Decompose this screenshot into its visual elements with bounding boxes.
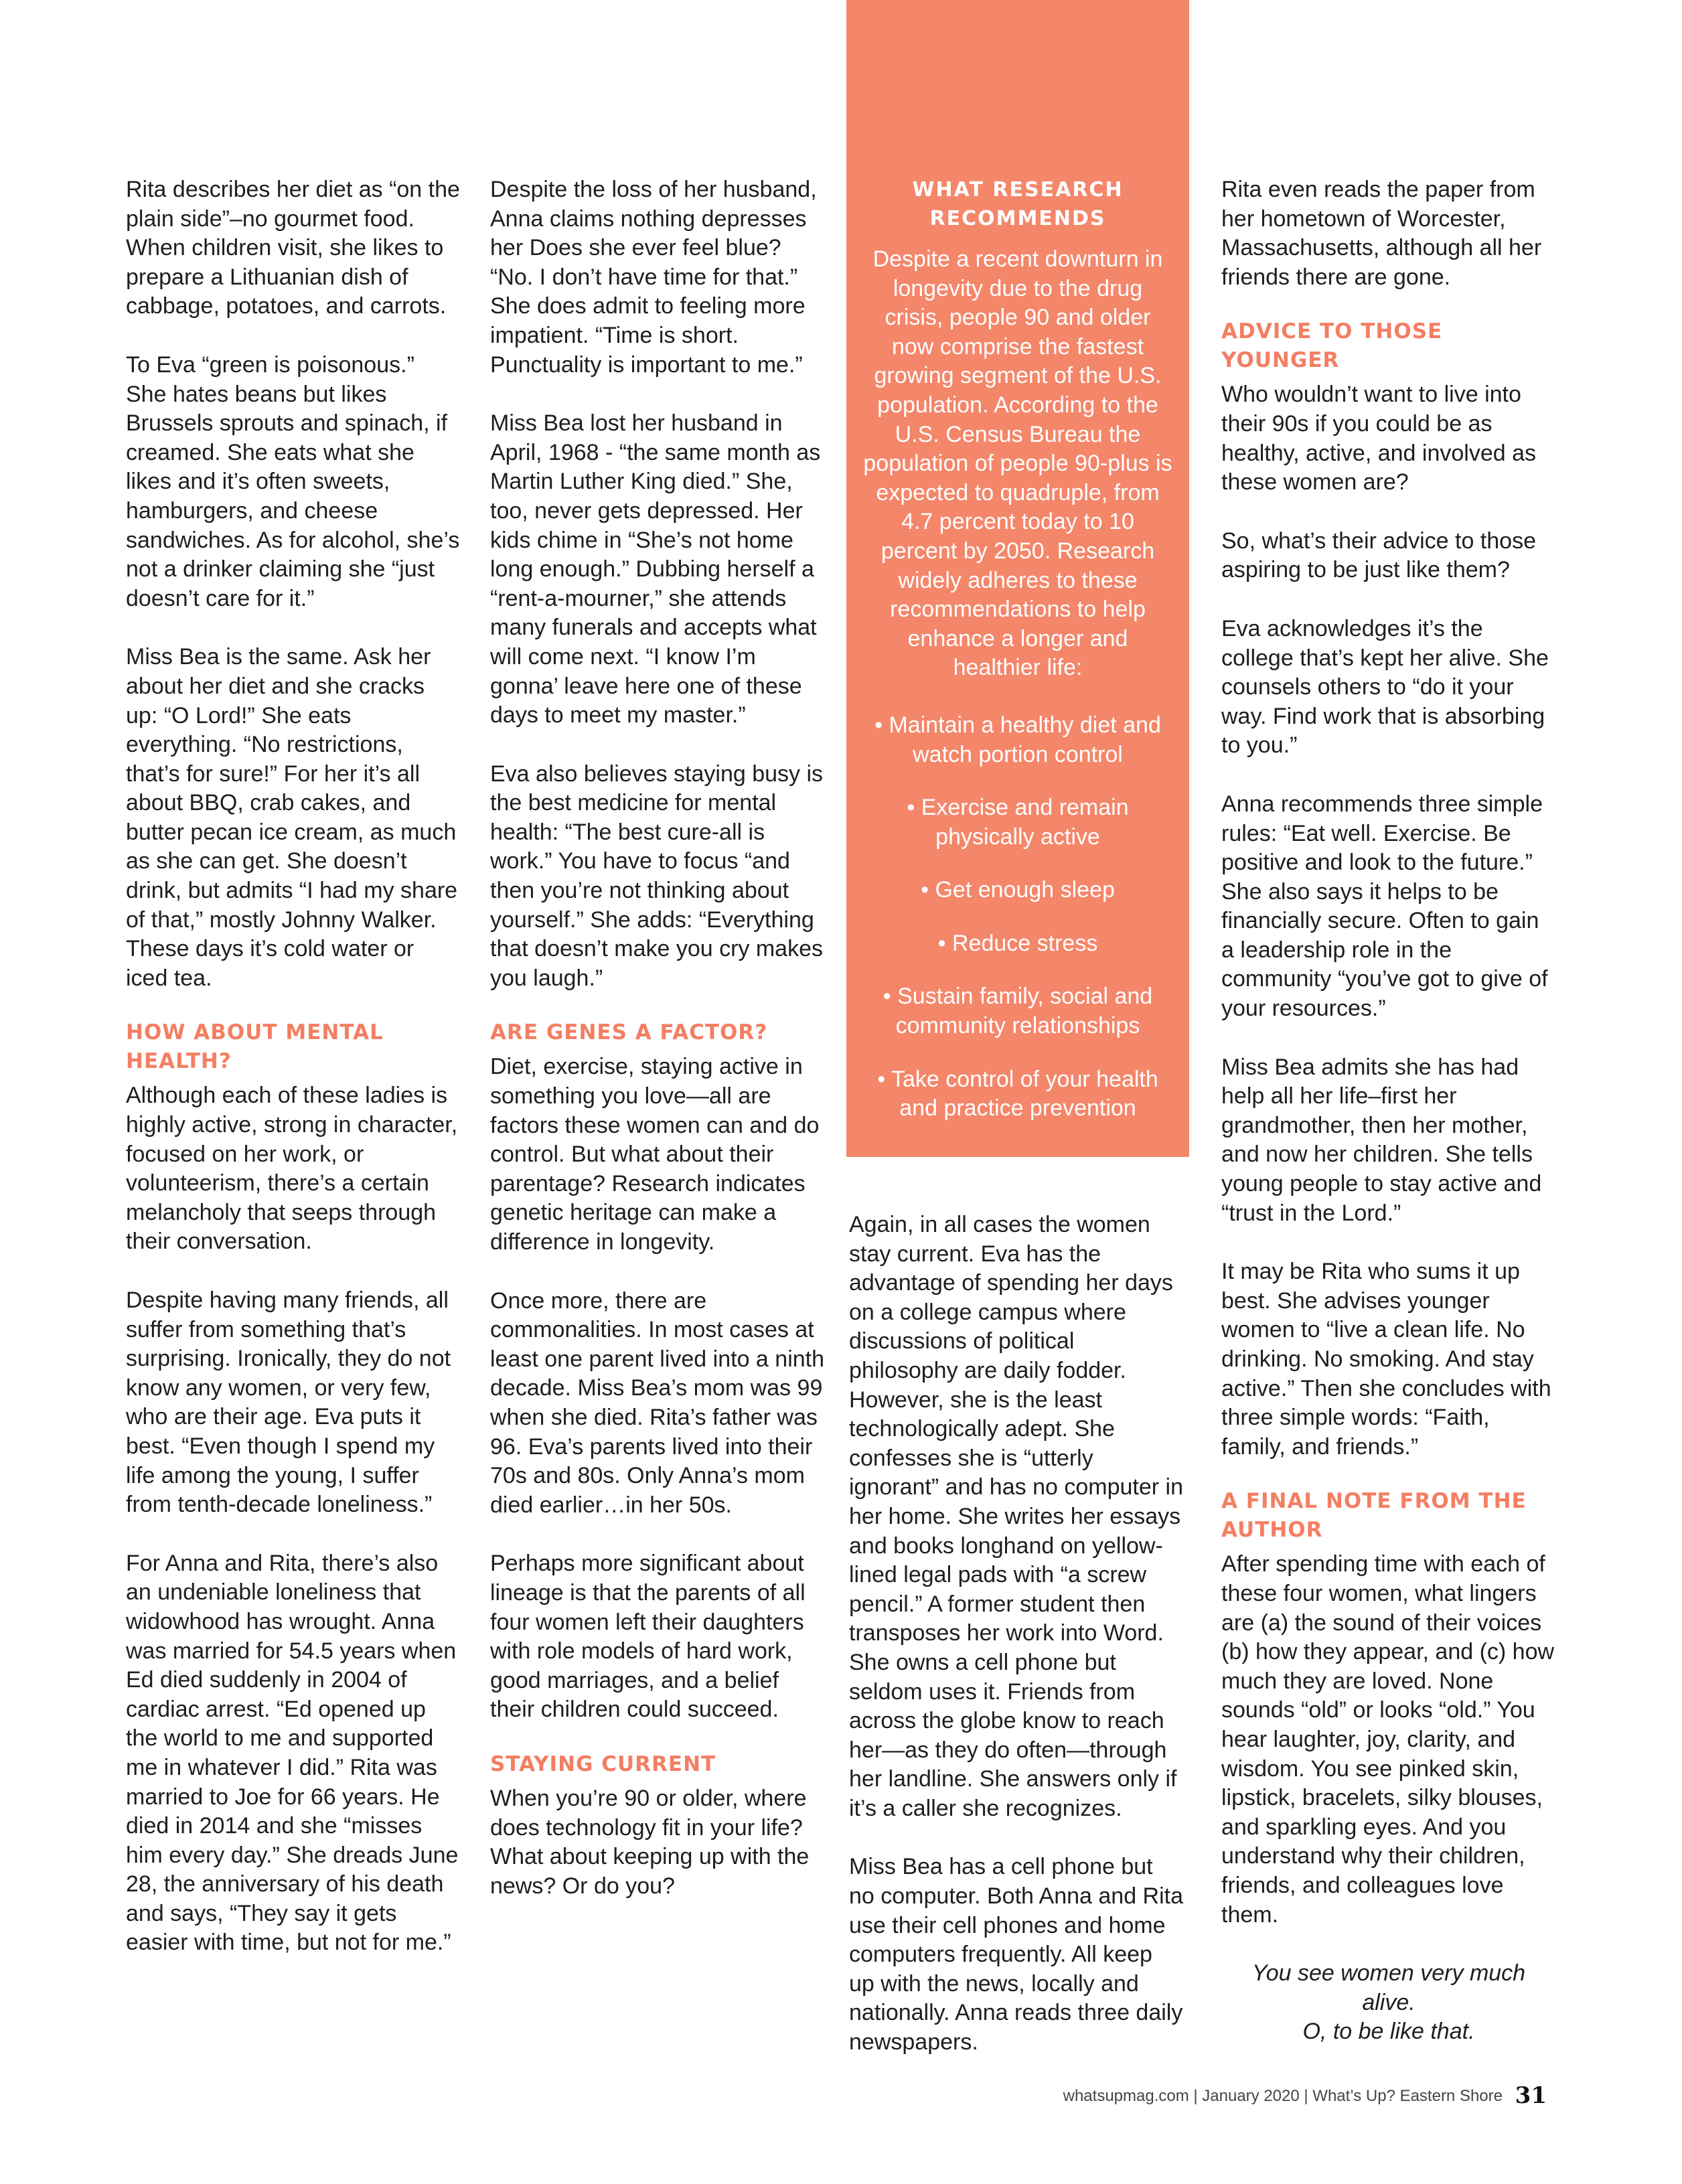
list-item: • Exercise and remain physically active <box>907 795 1129 850</box>
paragraph: Eva acknowledges it’s the college that’s kept her alive. She counsels others to “do it your way. Find work that is absorbing to you.” <box>1221 615 1549 759</box>
column-3 <box>849 1211 1184 2087</box>
paragraph: When you’re 90 or older, where does technology fit in your life? What about keeping up with the news? Or do you? <box>490 1785 810 1899</box>
recommendation-list <box>862 711 1173 1123</box>
footer-text: whatsupmag.com | January 2020 | What’s Up? Eastern Shore <box>1063 2087 1503 2105</box>
section-heading-mental-health: HOW ABOUT MENTAL HEALTH? <box>126 1020 384 1074</box>
paragraph: Miss Bea has a cell phone but no computer. Both Anna and Rita use their cell phones and home computers frequently. All keep up with the news, locally and nationally. Anna reads three daily newspapers. <box>849 1854 1184 2055</box>
sidebar-intro: Despite a recent downturn in longevity due to the drug crisis, people 90 and older now comprise the fastest growing segment of the U.S. population. According to the U.S. Census Bureau the population of people 90-plus is expected to quadruple, from 4.7 percent today to 10 percent by 2050. Research widely adheres to these recommendations to help enhance a longer and healthier life: <box>863 246 1172 681</box>
list-item: • Reduce stress <box>937 930 1098 956</box>
page-footer <box>1063 2082 1547 2109</box>
paragraph: So, what’s their advice to those aspiring to be just like them? <box>1221 528 1536 583</box>
paragraph: Miss Bea admits she has had help all her life–first her grandmother, then her mother, and now her children. She tells young people to stay active and “trust in the Lord.” <box>1221 1054 1542 1226</box>
list-item: • Take control of your health and practice prevention <box>877 1066 1158 1121</box>
paragraph: Rita describes her diet as “on the plain side”–no gourmet food. When children visit, she likes to prepare a Lithuanian dish of cabbage, potatoes, and carrots. <box>126 177 460 319</box>
paragraph: Despite the loss of her husband, Anna claims nothing depresses her Does she ever feel blue? “No. I don’t have time for that.” She does admit to feeling more impatient. “Time is short. Punctuality is important to me.” <box>490 177 817 378</box>
section-heading-advice: ADVICE TO THOSE YOUNGER <box>1221 319 1443 373</box>
closing-quote: You see women very much alive. O, to be like that. <box>1251 1960 1526 2045</box>
paragraph: Miss Bea lost her husband in April, 1968 - “the same month as Martin Luther King died.” She, too, never gets depressed. Her kids chime in “She’s not home long enough.” Dubbing herself a “rent-a-mourner,” she attends many funerals and accepts what will come next. “I know I’m gonna’ leave here one of these days to meet my master.” <box>490 410 821 728</box>
paragraph: Again, in all cases the women stay current. Eva has the advantage of spending her days on a college campus where discussions of political philosophy are daily fodder. However, she is the least technologically adept. She confesses she is “utterly ignorant” and has no computer in her home. She writes her essays and books longhand on yellow-lined legal pads with “a screw pencil.” A former student then transposes her work into Word. She owns a cell phone but seldom uses it. Friends from across the globe know to reach her—as they do often—through her landline. She answers only if it’s a caller she recognizes. <box>849 1212 1183 1821</box>
paragraph: For Anna and Rita, there’s also an undeniable loneliness that widowhood has wrought. Anna was married for 54.5 years when Ed died suddenly in 2004 of cardiac arrest. “Ed opened up the world to me and supported me in whatever I did.” Rita was married to Joe for 66 years. He died in 2014 and she “misses him every day.” She dreads June 28, the anniversary of his death and says, “They say it gets easier with time, but not for me.” <box>126 1550 459 1956</box>
list-item: • Maintain a healthy diet and watch portion control <box>874 712 1161 767</box>
paragraph: Diet, exercise, staying active in something you love—all are factors these women can and do control. But what about their parentage? Research indicates genetic heritage can make a difference in longevity. <box>490 1054 820 1255</box>
section-heading-staying-current: STAYING CURRENT <box>490 1751 716 1776</box>
column-1 <box>126 175 461 1987</box>
paragraph: It may be Rita who sums it up best. She advises younger women to “live a clean life. No drinking. No smoking. And stay active.” Then she concludes with three simple words: “Faith, family, and friends.” <box>1221 1259 1551 1460</box>
list-item: • Get enough sleep <box>921 877 1115 903</box>
paragraph: After spending time with each of these four women, what lingers are (a) the sound of their voices (b) how they appear, and (c) how much they are loved. None sounds “old” or looks “old.” You hear laughter, joy, clarity, and wisdom. You see pinked skin, lipstick, bracelets, silky blouses, and sparkling eyes. And you understand why their children, friends, and colleagues love them. <box>1221 1551 1555 1928</box>
sidebar-title: WHAT RESEARCH RECOMMENDS <box>912 178 1124 230</box>
paragraph: Rita even reads the paper from her hometown of Worcester, Massachusetts, although all her friends there are gone. <box>1221 177 1542 290</box>
column-2 <box>490 175 825 1930</box>
paragraph: Anna recommends three simple rules: “Eat well. Exercise. Be positive and look to the future.” She also says it helps to be financially secure. Often to gain a leadership role in the community “you’ve got to give of your resources.” <box>1221 791 1548 1022</box>
section-heading-genes: ARE GENES A FACTOR? <box>490 1020 768 1045</box>
paragraph: Once more, there are commonalities. In most cases at least one parent lived into a ninth decade. Miss Bea’s mom was 99 when she died. Rita’s father was 96. Eva’s parents lived into their 70s and 80s. Only Anna’s mom died earlier…in her 50s. <box>490 1288 825 1518</box>
paragraph: Miss Bea is the same. Ask her about her diet and she cracks up: “O Lord!” She eats everything. “No restrictions, that’s for sure!” For her it’s all about BBQ, crab cakes, and butter pecan ice cream, as much as she can get. She doesn’t drink, but admits “I had my share of that,” mostly Johnny Walker. These days it’s cold water or iced tea. <box>126 644 458 991</box>
research-sidebar <box>846 0 1189 1157</box>
paragraph: To Eva “green is poisonous.” She hates beans but likes Brussels sprouts and spinach, if creamed. She eats what she likes and it’s often sweets, hamburgers, and cheese sandwiches. As for alcohol, she’s not a drinker claiming she “just doesn’t care for it.” <box>126 352 460 611</box>
section-heading-final-note: A FINAL NOTE FROM THE AUTHOR <box>1221 1489 1527 1543</box>
list-item: • Sustain family, social and community relationships <box>883 984 1153 1039</box>
column-4 <box>1221 175 1556 2076</box>
paragraph: Eva also believes staying busy is the best medicine for mental health: “The best cure-all is work.” You have to focus “and then you’re not thinking about yourself.” She adds: “Everything that doesn’t make you cry makes you laugh.” <box>490 761 824 991</box>
paragraph: Although each of these ladies is highly active, strong in character, focused on her work, or volunteerism, there’s a certain melancholy that seeps through their conversation. <box>126 1083 458 1255</box>
paragraph: Who wouldn’t want to live into their 90s if you could be as healthy, active, and involved as these women are? <box>1221 382 1536 495</box>
paragraph: Despite having many friends, all suffer from something that’s surprising. Ironically, they do not know any women, or very few, who are their age. Eva puts it best. “Even though I spend my life among the young, I suffer from tenth-decade loneliness.” <box>126 1288 451 1518</box>
paragraph: Perhaps more significant about lineage is that the parents of all four women left their daughters with role models of hard work, good marriages, and a belief their children could succeed. <box>490 1551 806 1723</box>
page-number: 31 <box>1515 2082 1547 2109</box>
